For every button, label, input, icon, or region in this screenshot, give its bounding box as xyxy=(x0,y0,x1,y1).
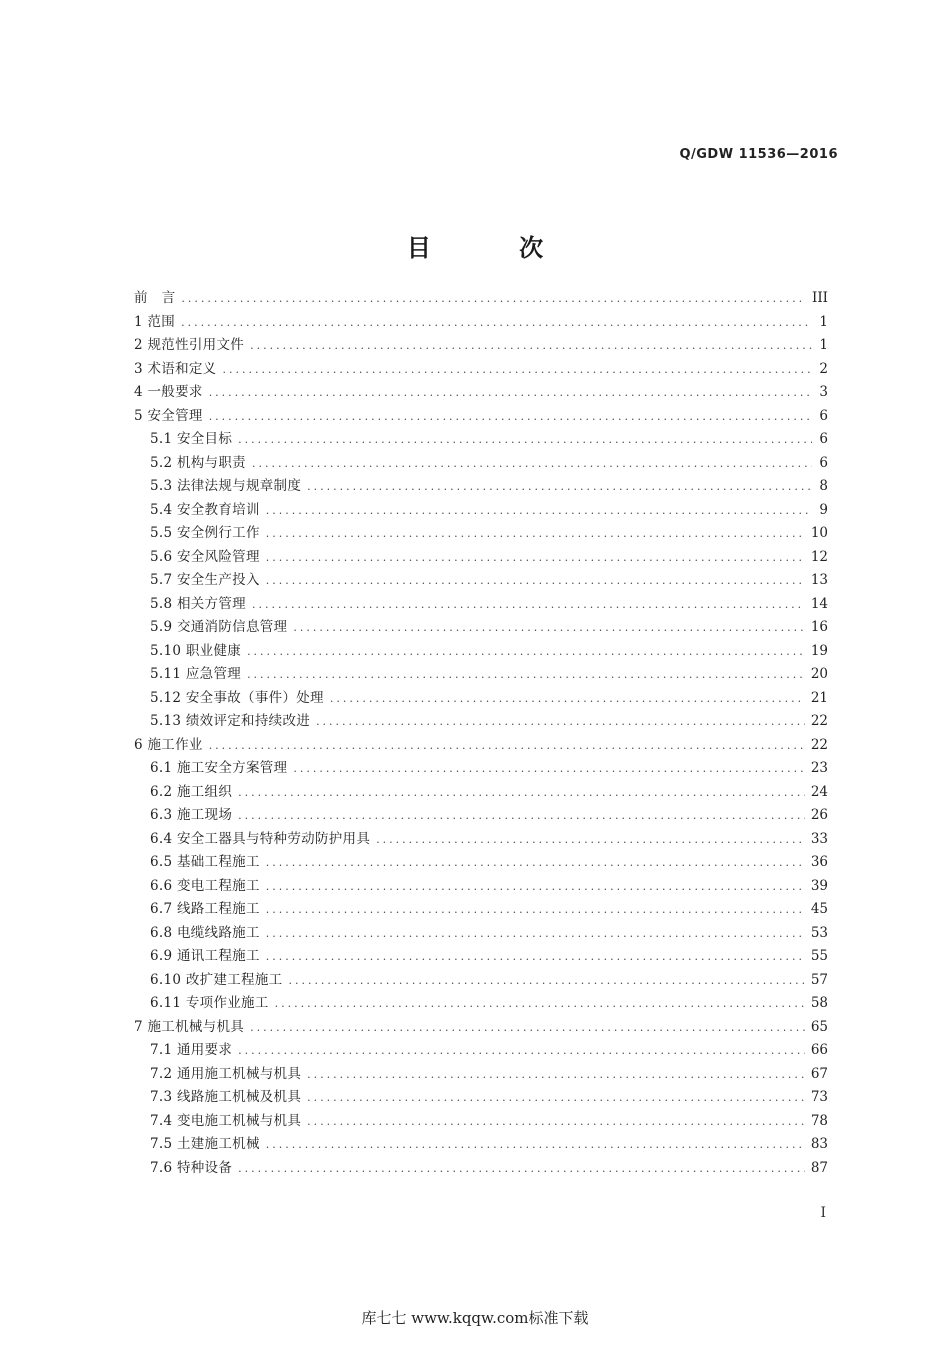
toc-entry-label: 5.7 安全生产投入 xyxy=(150,572,260,588)
toc-entry-page: 36 xyxy=(810,854,828,870)
toc-entry-label: 前 言 xyxy=(134,290,176,306)
toc-dot-leader xyxy=(181,287,806,311)
toc-entry-page: 26 xyxy=(810,807,828,823)
toc-entry-label: 5.1 安全目标 xyxy=(150,431,233,447)
toc-dot-leader xyxy=(307,1110,805,1134)
toc-entry-page: 20 xyxy=(810,666,828,682)
toc-entry-label: 6.1 施工安全方案管理 xyxy=(150,760,288,776)
toc-dot-leader xyxy=(307,1086,805,1110)
toc-entry-page: 12 xyxy=(810,548,828,565)
toc-entry-label: 7.2 通用施工机械与机具 xyxy=(150,1065,302,1082)
toc-entry-label: 5.5 安全例行工作 xyxy=(150,525,260,541)
toc-dot-leader xyxy=(266,1133,805,1157)
page-number: I xyxy=(820,1205,826,1221)
toc-entry-page: 13 xyxy=(810,572,828,588)
table-of-contents xyxy=(134,287,828,1180)
toc-entry[interactable] xyxy=(134,1157,828,1181)
toc-dot-leader xyxy=(275,992,805,1016)
toc-entry-page: 78 xyxy=(810,1112,828,1129)
toc-entry-label: 6.8 电缆线路施工 xyxy=(150,924,260,941)
toc-entry[interactable] xyxy=(134,334,828,358)
toc-entry[interactable] xyxy=(134,969,828,993)
toc-entry-page: 22 xyxy=(810,713,828,729)
toc-dot-leader xyxy=(222,358,812,382)
toc-entry-label: 5.2 机构与职责 xyxy=(150,454,246,471)
toc-entry-page: 67 xyxy=(810,1065,828,1082)
toc-entry[interactable] xyxy=(134,1063,828,1087)
toc-entry-page: 65 xyxy=(810,1018,828,1035)
toc-entry[interactable] xyxy=(134,405,828,429)
toc-entry-label: 5.9 交通消防信息管理 xyxy=(150,619,288,635)
toc-entry-page: III xyxy=(812,290,828,306)
toc-entry-page: 22 xyxy=(810,736,828,753)
toc-dot-leader xyxy=(293,757,804,781)
toc-entry-label: 3 术语和定义 xyxy=(134,360,217,377)
toc-entry-page: 8 xyxy=(819,478,828,494)
toc-entry-label: 6.9 通讯工程施工 xyxy=(150,948,260,964)
toc-entry[interactable] xyxy=(134,1086,828,1110)
toc-dot-leader xyxy=(238,804,805,828)
toc-entry[interactable] xyxy=(134,616,828,640)
toc-dot-leader xyxy=(209,405,812,429)
toc-entry-page: 33 xyxy=(810,830,828,847)
toc-entry-label: 6.6 变电工程施工 xyxy=(150,877,260,894)
toc-entry[interactable] xyxy=(134,687,828,711)
toc-entry-label: 7.3 线路施工机械及机具 xyxy=(150,1089,302,1105)
toc-entry[interactable] xyxy=(134,593,828,617)
toc-dot-leader xyxy=(209,734,805,758)
toc-entry[interactable] xyxy=(134,522,828,546)
toc-entry-label: 1 范围 xyxy=(134,313,176,330)
toc-entry-page: 39 xyxy=(810,877,828,894)
toc-entry-page: 57 xyxy=(810,971,828,988)
toc-entry[interactable] xyxy=(134,875,828,899)
toc-entry-page: 6 xyxy=(819,431,828,447)
toc-dot-leader xyxy=(250,1016,805,1040)
toc-entry-label: 5.10 职业健康 xyxy=(150,642,242,659)
toc-entry-page: 83 xyxy=(810,1136,828,1152)
toc-entry-label: 6.2 施工组织 xyxy=(150,783,233,800)
toc-dot-leader xyxy=(247,640,805,664)
toc-entry[interactable] xyxy=(134,757,828,781)
toc-entry-label: 6.3 施工现场 xyxy=(150,807,233,823)
toc-entry[interactable] xyxy=(134,945,828,969)
toc-entry[interactable] xyxy=(134,663,828,687)
toc-entry[interactable] xyxy=(134,1039,828,1063)
toc-entry-page: 24 xyxy=(810,783,828,800)
footer-watermark: 库七七 www.kqqw.com标准下载 xyxy=(361,1309,589,1327)
toc-entry-label: 5.13 绩效评定和持续改进 xyxy=(150,713,311,729)
toc-entry-page: 2 xyxy=(819,360,828,377)
toc-entry[interactable] xyxy=(134,922,828,946)
toc-entry-label: 4 一般要求 xyxy=(134,384,203,400)
toc-entry[interactable] xyxy=(134,781,828,805)
toc-entry-label: 6.11 专项作业施工 xyxy=(150,995,269,1011)
toc-dot-leader xyxy=(238,1157,805,1181)
toc-dot-leader xyxy=(250,334,812,358)
toc-entry-page: 10 xyxy=(810,525,828,541)
toc-entry[interactable] xyxy=(134,1016,828,1040)
toc-entry-label: 7.5 土建施工机械 xyxy=(150,1136,260,1152)
toc-dot-leader xyxy=(266,875,805,899)
toc-entry-label: 7.4 变电施工机械与机具 xyxy=(150,1112,302,1129)
toc-dot-leader xyxy=(330,687,805,711)
toc-dot-leader xyxy=(266,945,805,969)
toc-entry[interactable] xyxy=(134,1133,828,1157)
toc-entry[interactable] xyxy=(134,311,828,335)
toc-entry-page: 9 xyxy=(819,501,828,518)
toc-entry-page: 14 xyxy=(810,595,828,612)
toc-entry-page: 6 xyxy=(819,407,828,424)
toc-entry-label: 6.5 基础工程施工 xyxy=(150,854,260,870)
toc-entry-page: 58 xyxy=(810,995,828,1011)
toc-entry-label: 5.6 安全风险管理 xyxy=(150,548,260,565)
toc-entry-label: 7.1 通用要求 xyxy=(150,1042,233,1058)
toc-entry-page: 66 xyxy=(810,1042,828,1058)
toc-entry-page: 16 xyxy=(810,619,828,635)
toc-entry[interactable] xyxy=(134,828,828,852)
toc-entry-label: 5.11 应急管理 xyxy=(150,666,242,682)
toc-dot-leader xyxy=(209,381,812,405)
toc-entry-label: 2 规范性引用文件 xyxy=(134,337,245,353)
toc-dot-leader xyxy=(288,969,804,993)
toc-entry[interactable] xyxy=(134,381,828,405)
toc-entry-page: 23 xyxy=(810,760,828,776)
toc-dot-leader xyxy=(266,546,805,570)
toc-dot-leader xyxy=(266,922,805,946)
toc-dot-leader xyxy=(307,1063,805,1087)
toc-entry-label: 5.12 安全事故（事件）处理 xyxy=(150,689,324,706)
document-code: Q/GDW 11536—2016 xyxy=(679,147,838,162)
toc-dot-leader xyxy=(266,898,805,922)
toc-entry[interactable] xyxy=(134,569,828,593)
toc-entry-label: 5.3 法律法规与规章制度 xyxy=(150,478,302,494)
toc-entry-page: 87 xyxy=(810,1159,828,1176)
toc-entry[interactable] xyxy=(134,898,828,922)
toc-entry[interactable] xyxy=(134,428,828,452)
toc-dot-leader xyxy=(266,569,805,593)
toc-dot-leader xyxy=(238,428,812,452)
toc-entry-label: 5.8 相关方管理 xyxy=(150,595,246,612)
toc-dot-leader xyxy=(252,452,812,476)
toc-entry-page: 73 xyxy=(810,1089,828,1105)
toc-entry-page: 21 xyxy=(810,689,828,706)
toc-entry[interactable] xyxy=(134,546,828,570)
toc-entry[interactable] xyxy=(134,499,828,523)
toc-entry-page: 6 xyxy=(819,454,828,471)
toc-dot-leader xyxy=(252,593,805,617)
toc-entry[interactable] xyxy=(134,710,828,734)
toc-entry-page: 19 xyxy=(810,642,828,659)
toc-entry-page: 1 xyxy=(819,337,828,353)
toc-dot-leader xyxy=(376,828,805,852)
toc-dot-leader xyxy=(238,781,805,805)
toc-entry-label: 6.4 安全工器具与特种劳动防护用具 xyxy=(150,830,371,847)
toc-dot-leader xyxy=(181,311,812,335)
toc-entry[interactable] xyxy=(134,287,828,311)
page-title: 目 次 xyxy=(406,234,584,262)
toc-entry-label: 6.10 改扩建工程施工 xyxy=(150,971,283,988)
toc-dot-leader xyxy=(293,616,804,640)
toc-entry-label: 7.6 特种设备 xyxy=(150,1159,233,1176)
toc-entry[interactable] xyxy=(134,358,828,382)
toc-dot-leader xyxy=(266,522,805,546)
toc-entry-page: 53 xyxy=(810,924,828,941)
toc-entry-page: 1 xyxy=(819,313,828,330)
toc-entry-label: 6.7 线路工程施工 xyxy=(150,901,260,917)
toc-entry[interactable] xyxy=(134,804,828,828)
toc-entry-page: 55 xyxy=(810,948,828,964)
toc-dot-leader xyxy=(266,499,812,523)
toc-entry[interactable] xyxy=(134,734,828,758)
toc-entry-page: 3 xyxy=(819,384,828,400)
toc-entry-label: 5.4 安全教育培训 xyxy=(150,501,260,518)
toc-entry[interactable] xyxy=(134,1110,828,1134)
toc-dot-leader xyxy=(238,1039,805,1063)
toc-entry[interactable] xyxy=(134,452,828,476)
toc-entry-label: 6 施工作业 xyxy=(134,736,203,753)
toc-entry-label: 7 施工机械与机具 xyxy=(134,1018,245,1035)
toc-dot-leader xyxy=(247,663,805,687)
toc-dot-leader xyxy=(316,710,805,734)
toc-entry-page: 45 xyxy=(810,901,828,917)
toc-dot-leader xyxy=(307,475,812,499)
toc-entry-label: 5 安全管理 xyxy=(134,407,203,424)
toc-entry[interactable] xyxy=(134,475,828,499)
toc-entry[interactable] xyxy=(134,640,828,664)
toc-entry[interactable] xyxy=(134,992,828,1016)
toc-dot-leader xyxy=(266,851,805,875)
toc-entry[interactable] xyxy=(134,851,828,875)
